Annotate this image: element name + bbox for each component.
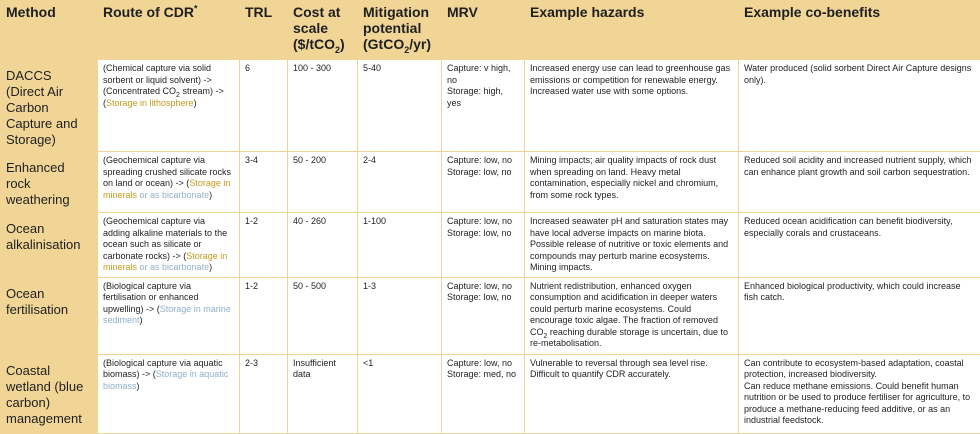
table-row-ocean-fertilisation bbox=[1, 277, 980, 354]
route-cell: (Geochemical capture via adding alkaline materials to the ocean such as silicate or carbonate rocks) -> (Storage in minerals or as bicarbonate) bbox=[98, 213, 240, 278]
mitigation-cell: 1-100 bbox=[358, 213, 442, 278]
hazards-cell: Increased energy use can lead to greenhouse gas emissions or competition for renewable energy. Increased water use with some options. bbox=[525, 60, 739, 152]
trl-cell: 1-2 bbox=[240, 213, 288, 278]
route-cell: (Biological capture via aquatic biomass) -> (Storage in aquatic biomass) bbox=[98, 354, 240, 433]
storage-aquatic-biomass-label: Storage in aquatic biomass bbox=[103, 369, 228, 391]
table-row-enhanced-rock-weathering bbox=[1, 152, 980, 213]
storage-lithosphere-label: Storage in lithosphere bbox=[106, 98, 194, 108]
mrv-cell: Capture: low, no Storage: low, no bbox=[442, 152, 525, 213]
storage-bicarbonate-label: as bicarbonate bbox=[150, 190, 209, 200]
header-hazards: Example hazards bbox=[525, 1, 739, 60]
header-row bbox=[1, 1, 980, 60]
trl-cell: 2-3 bbox=[240, 354, 288, 433]
cobenefits-cell: Enhanced biological productivity, which could increase fish catch. bbox=[739, 277, 980, 354]
method-cell: Coastal wetland (blue carbon) management bbox=[1, 354, 98, 433]
cost-cell: Insufficient data bbox=[288, 354, 358, 433]
table-row-ocean-alkalinisation bbox=[1, 213, 980, 278]
header-method: Method bbox=[1, 1, 98, 60]
header-cobenefits: Example co-benefits bbox=[739, 1, 980, 60]
hazards-cell: Vulnerable to reversal through sea level rise. Difficult to quantify CDR accurately. bbox=[525, 354, 739, 433]
route-cell: (Biological capture via fertilisation or enhanced upwelling) -> (Storage in marine sediment) bbox=[98, 277, 240, 354]
cobenefits-cell: Can contribute to ecosystem-based adaptation, coastal protection, increased biodiversity. Can reduce methane emissions. Could benefit human nutrition or be used to produce fertiliser for agriculture, to produce a methane-reducing feed additive, or as an industrial feedstock. bbox=[739, 354, 980, 433]
cobenefits-cell: Water produced (solid sorbent Direct Air Capture designs only). bbox=[739, 60, 980, 152]
cobenefits-cell: Reduced soil acidity and increased nutrient supply, which can enhance plant growth and soil carbon sequestration. bbox=[739, 152, 980, 213]
storage-marine-sediment-label: Storage in marine sediment bbox=[103, 304, 231, 326]
route-cell: (Chemical capture via solid sorbent or liquid solvent) -> (Concentrated $CO_2$ stream) -> (Storage in lithosphere) bbox=[98, 60, 240, 152]
mitigation-cell: 1-3 bbox=[358, 277, 442, 354]
mrv-cell: Capture: low, no Storage: low, no bbox=[442, 213, 525, 278]
header-route: Route of CDR* bbox=[98, 1, 240, 60]
cost-cell: 50 - 200 bbox=[288, 152, 358, 213]
hazards-cell: Nutrient redistribution, enhanced oxygen consumption and acidification in deeper waters could perturb marine ecosystems. Could encourage toxic algae. The fraction of removed $CO_2$ reaching durable storage is uncertain, due to re-metabolisation. bbox=[525, 277, 739, 354]
mitigation-cell: <1 bbox=[358, 354, 442, 433]
table-row-daccs bbox=[1, 60, 980, 152]
cost-cell: 40 - 260 bbox=[288, 213, 358, 278]
storage-minerals-label: Storage in minerals bbox=[103, 178, 230, 200]
table-row-coastal-wetland bbox=[1, 354, 980, 433]
storage-bicarbonate-label: as bicarbonate bbox=[150, 262, 209, 272]
header-mrv: MRV bbox=[442, 1, 525, 60]
route-cell: (Geochemical capture via spreading crushed silicate rocks on land or ocean) -> (Storage in minerals or as bicarbonate) bbox=[98, 152, 240, 213]
cost-cell: 100 - 300 bbox=[288, 60, 358, 152]
hazards-cell: Mining impacts; air quality impacts of rock dust when spreading on land. Heavy metal contamination, especially nickel and chromium, from some rock types. bbox=[525, 152, 739, 213]
method-cell: Ocean alkalinisation bbox=[1, 213, 98, 278]
storage-minerals-label: Storage in minerals bbox=[103, 251, 227, 273]
hazards-cell: Increased seawater pH and saturation states may have local adverse impacts on marine biota. Possible release of nutritive or toxic elements and compounds may perturb marine ecosystems. Mining impacts. bbox=[525, 213, 739, 278]
header-mitigation: Mitigation potential (GtCO$_2$/yr) bbox=[358, 1, 442, 60]
mrv-cell: Capture: v high, no Storage: high, yes bbox=[442, 60, 525, 152]
method-cell: DACCS (Direct Air Carbon Capture and Storage) bbox=[1, 60, 98, 152]
mitigation-cell: 5-40 bbox=[358, 60, 442, 152]
mrv-cell: Capture: low, no Storage: low, no bbox=[442, 277, 525, 354]
cost-cell: 50 - 500 bbox=[288, 277, 358, 354]
cobenefits-cell: Reduced ocean acidification can benefit biodiversity, especially corals and crustaceans. bbox=[739, 213, 980, 278]
header-cost: Cost at scale ($/tCO$_2$) bbox=[288, 1, 358, 60]
mrv-cell: Capture: low, no Storage: med, no bbox=[442, 354, 525, 433]
trl-cell: 3-4 bbox=[240, 152, 288, 213]
trl-cell: 6 bbox=[240, 60, 288, 152]
method-cell: Enhanced rock weathering bbox=[1, 152, 98, 213]
method-cell: Ocean fertilisation bbox=[1, 277, 98, 354]
mitigation-cell: 2-4 bbox=[358, 152, 442, 213]
trl-cell: 1-2 bbox=[240, 277, 288, 354]
header-trl: TRL bbox=[240, 1, 288, 60]
